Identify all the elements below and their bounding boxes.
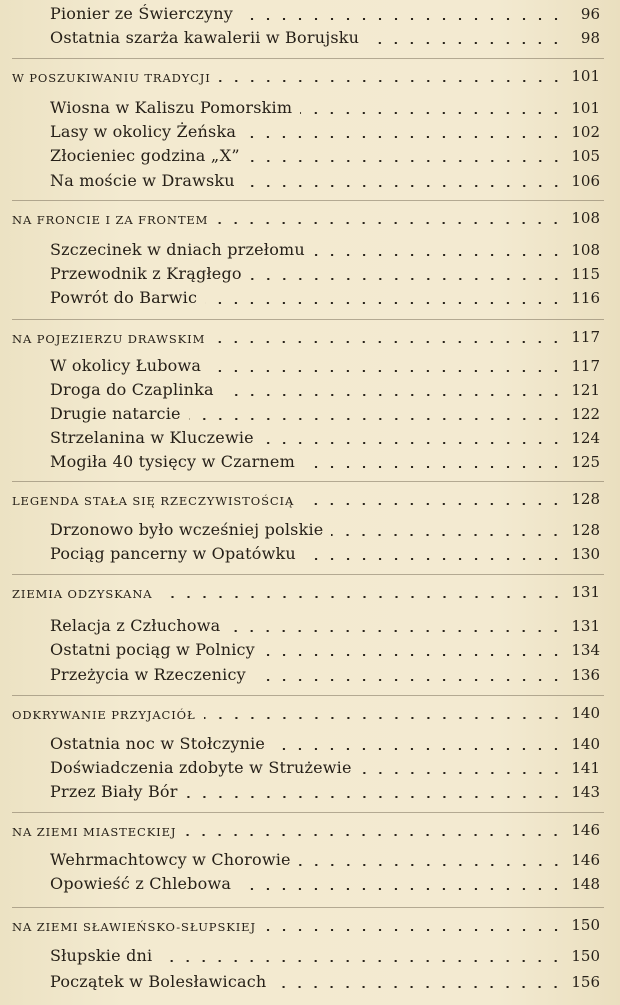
page-number: 136 [571,666,600,684]
toc-entry-row [0,846,620,872]
toc-entry-row [0,352,620,378]
page-number: 121 [571,381,600,399]
toc-entry-row [0,754,620,780]
leader-dots [304,558,564,560]
entry-title: Doświadczenia zdobyte w Strużewie [50,758,352,777]
toc-section-row [0,699,620,725]
page-number: 141 [571,759,600,777]
section-divider [12,907,604,908]
page-number: 124 [571,429,600,447]
toc-entry-row [0,284,620,310]
page-number: 117 [571,328,600,346]
page-number: 150 [571,947,600,965]
toc-section-row [0,578,620,604]
leader-dots [160,960,564,962]
entry-title: Droga do Czaplinka [50,380,214,399]
entry-title: Przeżycia w Rzeczenicy [50,665,246,684]
section-title: W POSZUKIWANIU TRADYCJI [12,71,211,85]
leader-dots [222,394,564,396]
entry-title: Drzonowo było wcześniej polskie [50,520,324,539]
leader-dots [186,796,564,798]
toc-entry-row [0,0,620,26]
leader-dots [254,679,564,681]
entry-title: Wiosna w Kaliszu Pomorskim [50,98,293,117]
section-title: NA FRONCIE I ZA FRONTEM [12,213,209,227]
entry-title: Przez Biały Bór [50,782,178,801]
section-divider [12,695,604,696]
page-number: 143 [571,783,600,801]
leader-dots [204,717,564,719]
leader-dots [273,748,564,750]
entry-title: Powrót do Barwic [50,288,198,307]
page-number: 101 [571,67,600,85]
leader-dots [299,864,564,866]
leader-dots [228,630,564,632]
toc-entry-row [0,142,620,168]
leader-dots [213,341,564,343]
section-divider [12,319,604,320]
toc-entry-row [0,448,620,474]
toc-section-row [0,204,620,230]
entry-title: Drugie natarcie [50,404,181,423]
page-number: 101 [571,99,600,117]
page-number: 131 [571,583,600,601]
toc-section-row [0,911,620,937]
entry-title: Opowieść z Chlebowa [50,874,232,893]
section-divider [12,812,604,813]
toc-entry-row [0,167,620,193]
toc-section-row [0,323,620,349]
leader-dots [184,834,564,836]
toc-entry-row [0,424,620,450]
section-title: ZIEMIA ODZYSKANA [12,587,153,601]
toc-entry-row [0,870,620,896]
entry-title: W okolicy Łubowa [50,356,202,375]
page-number: 125 [571,453,600,471]
leader-dots [313,254,564,256]
page-number: 98 [580,29,600,47]
page-number: 102 [571,123,600,141]
leader-dots [300,112,564,114]
toc-entry-row [0,376,620,402]
entry-title: Początek w Bolesławicach [50,972,267,991]
page-number: 128 [571,521,600,539]
section-title: LEGENDA STAŁA SIĘ RZECZYWISTOŚCIĄ [12,494,295,508]
page-number: 115 [571,265,600,283]
entry-title: Szczecinek w dniach przełomu [50,240,305,259]
section-title: NA ZIEMI SŁAWIEŃSKO-SŁUPSKIEJ [12,920,256,934]
leader-dots [303,466,564,468]
toc-section-row [0,485,620,511]
page-number: 106 [571,172,600,190]
section-title: NA POJEZIERZU DRAWSKIM [12,332,206,346]
leader-dots [263,654,564,656]
toc-entry-row [0,24,620,50]
entry-title: Mogiła 40 tysięcy w Czarnem [50,452,295,471]
leader-dots [262,442,564,444]
page-number: 146 [571,821,600,839]
section-divider [12,574,604,575]
toc-entry-row [0,540,620,566]
leader-dots [250,278,564,280]
leader-dots [239,888,564,890]
toc-entry-row [0,236,620,262]
page-number: 131 [571,617,600,635]
page-number: 156 [571,973,600,991]
entry-title: Lasy w okolicy Żeńska [50,122,237,141]
entry-title: Na moście w Drawsku [50,171,235,190]
leader-dots [216,222,564,224]
section-divider [12,481,604,482]
page-number: 140 [571,704,600,722]
toc-entry-row [0,730,620,756]
entry-title: Ostatnia szarża kawalerii w Borujsku [50,28,360,47]
entry-title: Ostatni pociąg w Polnicy [50,640,255,659]
page-number: 108 [571,241,600,259]
leader-dots [331,534,564,536]
page-number: 146 [571,851,600,869]
toc-entry-row [0,612,620,638]
page-number: 105 [571,147,600,165]
page-number: 128 [571,490,600,508]
leader-dots [189,418,564,420]
entry-title: Ostatnia noc w Stołczynie [50,734,266,753]
toc-entry-row [0,400,620,426]
section-title: ODKRYWANIE PRZYJACIÓŁ [12,708,196,722]
toc-entry-row [0,661,620,687]
page-number: 130 [571,545,600,563]
entry-title: Pociąg pancerny w Opatówku [50,544,296,563]
page-number: 148 [571,875,600,893]
leader-dots [360,772,564,774]
leader-dots [302,503,564,505]
toc-section-row [0,816,620,842]
page-number: 140 [571,735,600,753]
toc-entry-row [0,636,620,662]
page-number: 108 [571,209,600,227]
entry-title: Złocieniec godzina „X” [50,146,240,165]
leader-dots [264,929,564,931]
page-number: 150 [571,916,600,934]
leader-dots [205,302,564,304]
leader-dots [367,42,564,44]
toc-entry-row [0,260,620,286]
leader-dots [244,136,564,138]
toc-section-row [0,62,620,88]
toc-entry-row [0,942,620,968]
section-title: NA ZIEMI MIASTECKIEJ [12,825,177,839]
entry-title: Słupskie dni [50,946,153,965]
toc-entry-row [0,968,620,994]
page-number: 116 [571,289,600,307]
leader-dots [248,160,564,162]
page-number: 117 [571,357,600,375]
page-number: 134 [571,641,600,659]
section-divider [12,200,604,201]
leader-dots [219,80,564,82]
leader-dots [161,596,565,598]
leader-dots [274,986,564,988]
entry-title: Przewodnik z Krągłego [50,264,242,283]
entry-title: Relacja z Człuchowa [50,616,221,635]
toc-entry-row [0,94,620,120]
section-divider [12,58,604,59]
page-number: 96 [580,5,600,23]
entry-title: Pionier ze Świerczyny [50,4,233,23]
toc-entry-row [0,778,620,804]
leader-dots [209,370,564,372]
toc-entry-row [0,516,620,542]
entry-title: Strzelanina w Kluczewie [50,428,254,447]
page-number: 122 [571,405,600,423]
leader-dots [241,18,564,20]
leader-dots [243,185,564,187]
entry-title: Wehrmachtowcy w Chorowie [50,850,291,869]
toc-entry-row [0,118,620,144]
